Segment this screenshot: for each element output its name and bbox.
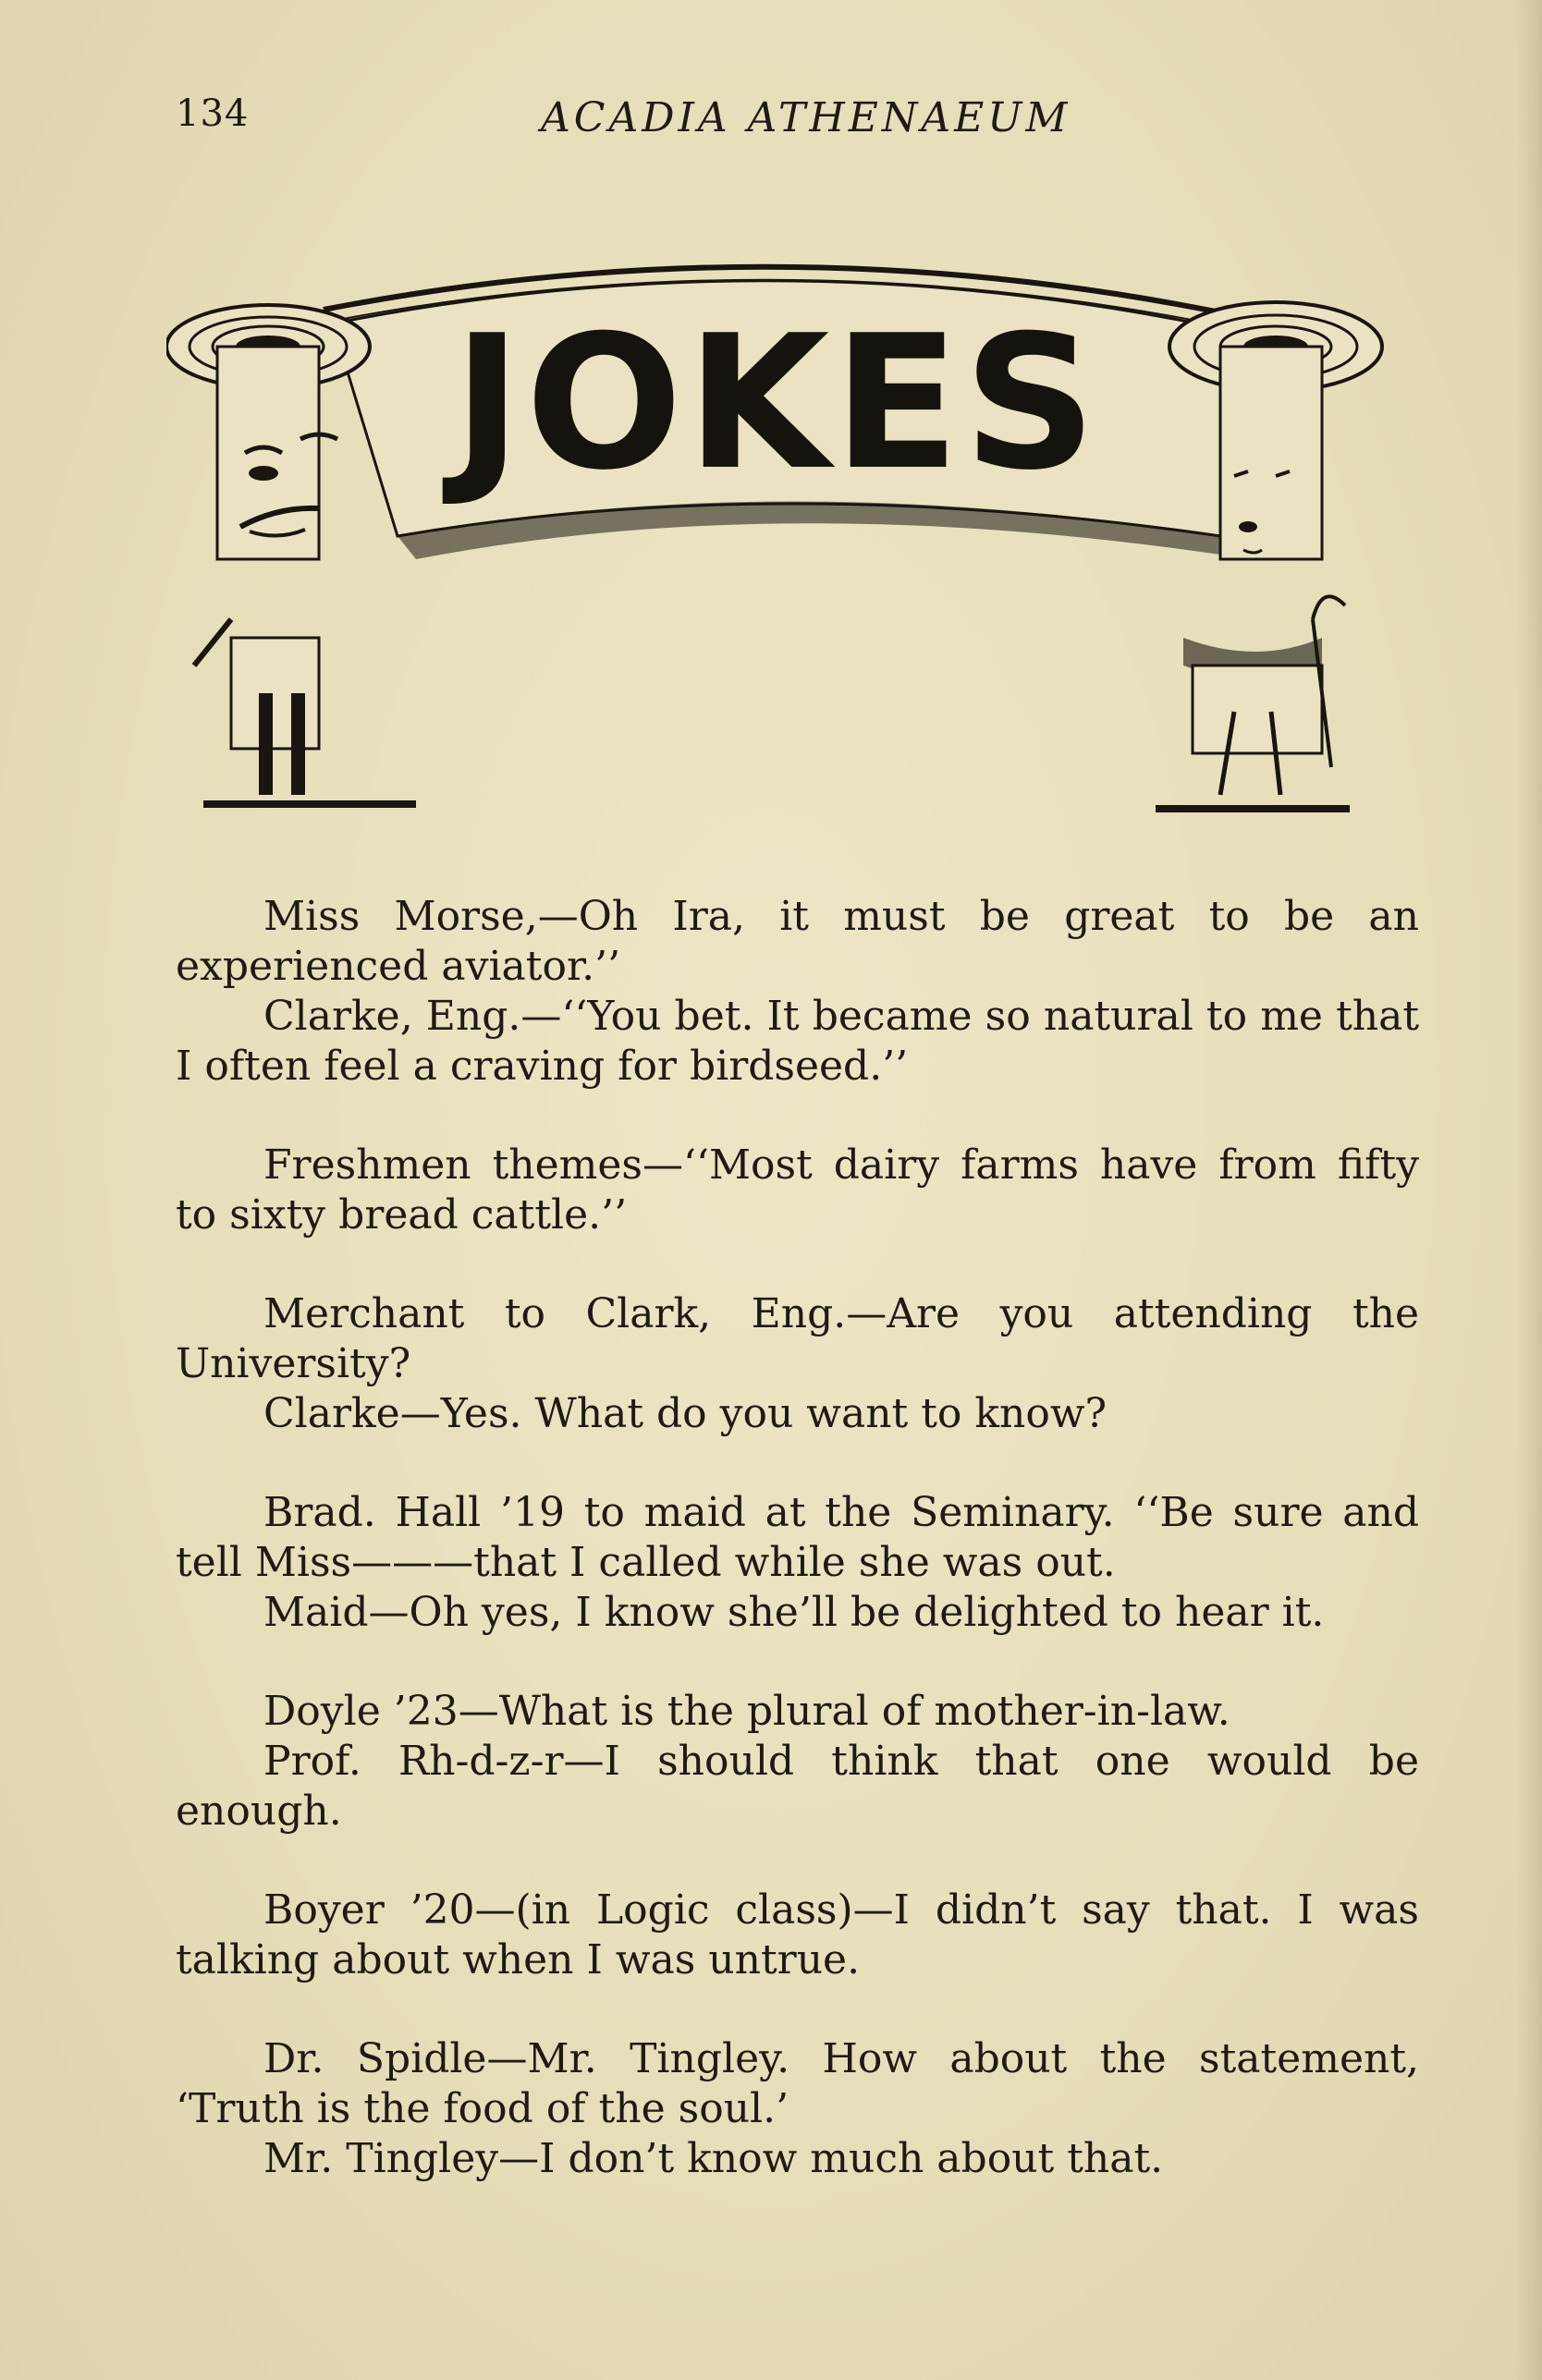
- running-head: [176, 92, 1405, 148]
- joke-line: Mr. Tingley—I don’t know much about that.: [263, 2135, 1164, 2182]
- left-scroll-roll: [166, 305, 370, 559]
- joke-entry: [176, 1488, 1419, 1638]
- joke-line: Dr. Spidle—Mr. Tingley. How about the statement, ‘Truth is the food of the soul.’: [176, 2035, 1419, 2132]
- joke-line: Maid—Oh yes, I know she’ll be delighted to hear it.: [263, 1589, 1325, 1636]
- joke-line: Boyer ’20—(in Logic class)—I didn’t say that. I was talking about when I was untrue.: [176, 1886, 1419, 1983]
- right-character-legs: [1156, 596, 1350, 809]
- jokes-list: [176, 892, 1419, 2233]
- joke-line: Merchant to Clark, Eng.—Are you attending the University?: [176, 1290, 1419, 1387]
- joke-entry: [176, 2034, 1419, 2184]
- journal-title: ACADIA ATHENAEUM: [541, 94, 1071, 141]
- joke-line: Miss Morse,—Oh Ira, it must be great to be an experienced aviator.’’: [176, 893, 1419, 990]
- joke-entry: [176, 1141, 1419, 1240]
- joke-entry: [176, 1687, 1419, 1837]
- joke-entry: [176, 1886, 1419, 1985]
- joke-line: Brad. Hall ’19 to maid at the Seminary. ‘‘Be sure and tell Miss———that I called while she was out.: [176, 1489, 1419, 1586]
- joke-line: Freshmen themes—‘‘Most dairy farms have from fifty to sixty bread cattle.’’: [176, 1141, 1419, 1239]
- jokes-banner-illustration: [166, 231, 1387, 832]
- joke-line: Clarke, Eng.—‘‘You bet. It became so natural to me that I often feel a craving for birdseed.’’: [176, 993, 1419, 1090]
- joke-line: Doyle ’23—What is the plural of mother-in-law.: [263, 1688, 1230, 1735]
- joke-entry: [176, 1289, 1419, 1439]
- left-character-legs: [194, 619, 416, 804]
- page-edge-shadow: [1516, 0, 1542, 2380]
- page-number: 134: [176, 92, 250, 135]
- banner-title: JOKES: [452, 296, 1101, 511]
- joke-line: Prof. Rh-d-z-r—I should think that one would be enough.: [176, 1738, 1419, 1835]
- joke-entry: [176, 892, 1419, 1092]
- joke-line: Clarke—Yes. What do you want to know?: [263, 1390, 1108, 1437]
